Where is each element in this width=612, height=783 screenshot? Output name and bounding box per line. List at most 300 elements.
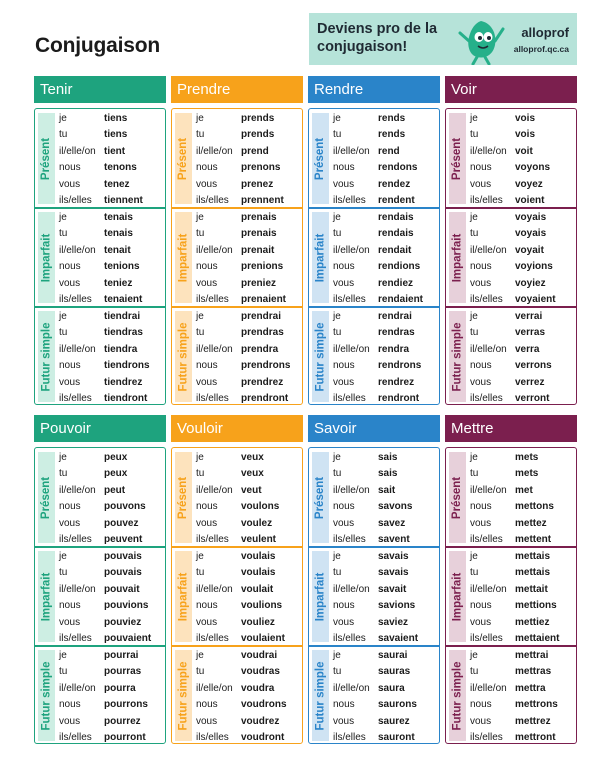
verb-form: rend [378, 145, 400, 157]
conjugation-row [470, 226, 574, 242]
verb-form: tiens [104, 129, 128, 141]
conjugation-row [59, 466, 163, 482]
verb-form: voudront [241, 731, 285, 743]
conjugation-row [196, 177, 300, 193]
pronoun: ils/elles [196, 632, 229, 644]
pronoun: nous [59, 699, 81, 711]
conjugation-row [333, 210, 437, 226]
verb-form: rendrez [378, 376, 415, 388]
pronoun: ils/elles [59, 533, 92, 545]
tense-label [38, 113, 55, 204]
verb-form: veulent [241, 533, 277, 545]
pronoun: il/elle/on [333, 682, 370, 694]
verb-form: savais [378, 551, 409, 562]
mascot-icon [457, 15, 505, 65]
verb-form: peux [104, 452, 128, 463]
tense-divider [446, 546, 576, 548]
conjugation-row [333, 325, 437, 341]
conjugation-row [333, 697, 437, 713]
pronoun: nous [59, 261, 81, 273]
verb-form: saurons [378, 699, 417, 711]
verb-title: Voir [445, 76, 577, 103]
verb-title: Prendre [171, 76, 303, 103]
pronoun: il/elle/on [470, 343, 507, 355]
conjugation-row [59, 664, 163, 680]
tense-label [175, 551, 192, 642]
conjugation-row [470, 127, 574, 143]
verb-card-prendre [171, 76, 303, 405]
pronoun: nous [333, 699, 355, 711]
verb-form: prenais [241, 212, 277, 223]
tense-divider [446, 207, 576, 209]
pronoun: il/elle/on [196, 682, 233, 694]
tense-block [446, 307, 576, 406]
pronoun: nous [333, 162, 355, 174]
conjugation-row [470, 160, 574, 176]
verb-form: pourrons [104, 699, 148, 711]
verb-form: rendais [378, 228, 414, 240]
pronoun: nous [196, 360, 218, 372]
pronoun: je [196, 650, 204, 661]
pronoun: tu [196, 327, 205, 339]
conjugation-row [470, 276, 574, 292]
pronoun: ils/elles [333, 533, 366, 545]
tense-divider [172, 207, 302, 209]
verb-form: prendrons [241, 360, 291, 372]
tense-label-text: Imparfait [40, 572, 53, 621]
tense-label [38, 452, 55, 543]
pronoun: ils/elles [59, 194, 92, 206]
tense-label-text: Imparfait [177, 233, 190, 282]
conjugation-row [333, 309, 437, 325]
verb-form: vouliez [241, 616, 275, 628]
conjugation-row [470, 582, 574, 598]
verb-form: tiendront [104, 392, 148, 404]
tense-block [35, 646, 165, 745]
verb-form: mettras [515, 666, 552, 678]
verb-form: pouvait [104, 583, 140, 595]
conjugation-row [196, 111, 300, 127]
verb-form: prendront [241, 392, 289, 404]
verb-form: pouvez [104, 517, 139, 529]
verb-form: prends [241, 129, 275, 141]
conjugation-row [196, 730, 300, 746]
verb-form: prendra [241, 343, 279, 355]
conjugation-row [470, 358, 574, 374]
pronoun: je [470, 311, 478, 322]
tense-label [175, 311, 192, 402]
tense-label [175, 113, 192, 204]
verb-form: rendrai [378, 311, 412, 322]
tense-label-text: Présent [314, 137, 327, 180]
conjugation-row [59, 276, 163, 292]
tense-label-text: Imparfait [177, 572, 190, 621]
verb-form: rendions [378, 261, 421, 273]
pronoun: tu [470, 666, 479, 678]
verb-form: voulez [241, 517, 273, 529]
tense-label-text: Présent [314, 476, 327, 519]
conjugation-row [333, 565, 437, 581]
tense-label [312, 212, 329, 303]
conjugation-row [333, 243, 437, 259]
tense-block [35, 307, 165, 406]
tense-label-text: Futur simple [40, 660, 53, 731]
verb-form: pourra [104, 682, 136, 694]
conjugation-row [59, 111, 163, 127]
verb-form: savent [378, 533, 410, 545]
verb-form: prenaient [241, 293, 287, 305]
verb-form: voudrai [241, 650, 278, 661]
conjugation-row [470, 730, 574, 746]
pronoun: il/elle/on [470, 244, 507, 256]
conjugation-row [59, 325, 163, 341]
pronoun: ils/elles [59, 632, 92, 644]
conjugation-row [196, 549, 300, 565]
conjugation-row [59, 499, 163, 515]
conjugation-row [470, 697, 574, 713]
pronoun: ils/elles [470, 533, 503, 545]
verb-form: tenaient [104, 293, 143, 305]
pronoun: il/elle/on [333, 583, 370, 595]
verb-table [171, 447, 303, 744]
tense-block [309, 646, 439, 745]
verb-form: voyons [515, 162, 551, 174]
conjugation-row [333, 648, 437, 664]
verb-card-mettre [445, 415, 577, 744]
verb-table [445, 108, 577, 405]
tense-divider [309, 207, 439, 209]
pronoun: nous [196, 699, 218, 711]
verb-form: rends [378, 113, 406, 124]
tense-label-text: Imparfait [451, 233, 464, 282]
pronoun: tu [333, 567, 342, 579]
pronoun: je [59, 452, 67, 463]
verb-form: tiendrez [104, 376, 143, 388]
tense-label [449, 650, 466, 741]
conjugation-row [333, 391, 437, 407]
pronoun: vous [470, 715, 492, 727]
pronoun: ils/elles [333, 194, 366, 206]
verb-form: veut [241, 484, 262, 496]
verb-form: rendaient [378, 293, 424, 305]
verb-table [34, 447, 166, 744]
conjugation-row [196, 516, 300, 532]
tense-label-text: Futur simple [451, 660, 464, 731]
pronoun: tu [470, 327, 479, 339]
verb-form: vois [515, 113, 536, 124]
pronoun: ils/elles [196, 533, 229, 545]
verb-form: rendait [378, 244, 412, 256]
verb-form: voulait [241, 583, 274, 595]
conjugation-row [470, 259, 574, 275]
pronoun: tu [59, 567, 68, 579]
conjugation-row [470, 648, 574, 664]
verb-form: prenons [241, 162, 281, 174]
pronoun: tu [59, 228, 68, 240]
pronoun: je [59, 551, 67, 562]
tense-divider [172, 645, 302, 647]
tense-divider [35, 306, 165, 308]
conjugation-row [196, 259, 300, 275]
verb-form: tiendra [104, 343, 138, 355]
conjugation-row [59, 243, 163, 259]
pronoun: vous [59, 715, 81, 727]
conjugation-row [333, 111, 437, 127]
tense-label [312, 650, 329, 741]
pronoun: ils/elles [59, 293, 92, 305]
pronoun: ils/elles [333, 632, 366, 644]
verb-form: saurez [378, 715, 410, 727]
pronoun: je [470, 551, 478, 562]
verb-form: voulons [241, 501, 280, 513]
pronoun: tu [196, 468, 205, 480]
verb-form: voyiez [515, 277, 546, 289]
conjugation-row [470, 243, 574, 259]
conjugation-row [59, 127, 163, 143]
tense-label-text: Futur simple [177, 321, 190, 392]
conjugation-row [470, 664, 574, 680]
verb-form: peuvent [104, 533, 143, 545]
pronoun: ils/elles [333, 392, 366, 404]
conjugation-row [333, 375, 437, 391]
conjugation-row [470, 144, 574, 160]
conjugation-row [59, 730, 163, 746]
tense-label [38, 212, 55, 303]
verb-form: savaient [378, 632, 419, 644]
verb-form: verras [515, 327, 546, 339]
pronoun: vous [59, 517, 81, 529]
conjugation-row [59, 681, 163, 697]
pronoun: tu [196, 129, 205, 141]
pronoun: ils/elles [470, 293, 503, 305]
pronoun: vous [333, 277, 355, 289]
tense-block [172, 547, 302, 646]
conjugation-row [470, 177, 574, 193]
tense-label [312, 452, 329, 543]
verb-form: mettiez [515, 616, 550, 628]
tense-block [309, 109, 439, 208]
conjugation-row [59, 259, 163, 275]
verb-form: mettent [515, 533, 552, 545]
verb-card-vouloir [171, 415, 303, 744]
verb-form: verrez [515, 376, 545, 388]
verb-form: mettrez [515, 715, 551, 727]
conjugation-row [196, 160, 300, 176]
conjugation-row [196, 342, 300, 358]
verb-form: rendais [378, 212, 414, 223]
tense-block [35, 448, 165, 547]
tense-label-text: Présent [40, 137, 53, 180]
tense-label-text: Imparfait [451, 572, 464, 621]
pronoun: tu [59, 666, 68, 678]
verb-form: voudrons [241, 699, 287, 711]
pronoun: il/elle/on [59, 343, 96, 355]
pronoun: tu [59, 129, 68, 141]
conjugation-row [196, 648, 300, 664]
conjugation-row [59, 615, 163, 631]
conjugation-row [196, 144, 300, 160]
verb-form: mettons [515, 501, 554, 513]
conjugation-row [59, 714, 163, 730]
pronoun: vous [333, 376, 355, 388]
pronoun: il/elle/on [333, 145, 370, 157]
pronoun: je [333, 452, 341, 463]
pronoun: vous [196, 178, 218, 190]
pronoun: il/elle/on [59, 484, 96, 496]
verb-form: pouvons [104, 501, 146, 513]
pronoun: tu [470, 567, 479, 579]
verb-form: savons [378, 501, 413, 513]
verb-form: veux [241, 452, 264, 463]
verb-form: tient [104, 145, 126, 157]
conjugation-row [333, 177, 437, 193]
conjugation-row [196, 210, 300, 226]
tense-label [449, 113, 466, 204]
verb-form: voyais [515, 228, 547, 240]
verb-form: verront [515, 392, 550, 404]
pronoun: nous [470, 162, 492, 174]
tense-label [175, 650, 192, 741]
conjugation-row [196, 681, 300, 697]
tense-label-text: Présent [177, 476, 190, 519]
conjugation-row [470, 483, 574, 499]
tense-label-text: Présent [40, 476, 53, 519]
conjugation-row [333, 598, 437, 614]
verb-form: mettront [515, 731, 556, 743]
tense-label [38, 551, 55, 642]
tense-block [309, 307, 439, 406]
conjugation-row [196, 276, 300, 292]
verb-form: saviez [378, 616, 409, 628]
verb-form: pouvais [104, 567, 142, 579]
verb-form: prendras [241, 327, 284, 339]
tense-divider [172, 546, 302, 548]
verb-form: voulions [241, 600, 283, 612]
verb-form: pourrai [104, 650, 139, 661]
pronoun: tu [196, 567, 205, 579]
conjugation-row [59, 210, 163, 226]
verb-form: tiendrai [104, 311, 141, 322]
verb-form: prend [241, 145, 269, 157]
verb-form: voyait [515, 244, 544, 256]
conjugation-row [196, 450, 300, 466]
pronoun: nous [196, 162, 218, 174]
verb-form: pouvais [104, 551, 142, 562]
verb-form: voudras [241, 666, 280, 678]
tense-label-text: Imparfait [314, 572, 327, 621]
promo-banner[interactable] [309, 13, 577, 65]
conjugation-row [59, 177, 163, 193]
conjugation-row [59, 375, 163, 391]
tense-block [35, 109, 165, 208]
pronoun: ils/elles [59, 731, 92, 743]
tense-block [35, 208, 165, 307]
verb-form: saurai [378, 650, 408, 661]
conjugation-row [196, 664, 300, 680]
pronoun: vous [470, 517, 492, 529]
verb-form: sauras [378, 666, 411, 678]
verb-form: mettrons [515, 699, 558, 711]
verb-form: sauront [378, 731, 415, 743]
pronoun: tu [333, 327, 342, 339]
tense-block [172, 307, 302, 406]
verb-form: voulais [241, 567, 276, 579]
verb-form: tenais [104, 228, 133, 240]
conjugation-row [470, 615, 574, 631]
tense-label [175, 212, 192, 303]
verb-form: voyions [515, 261, 553, 273]
verb-form: verrai [515, 311, 543, 322]
verb-form: pourrez [104, 715, 141, 727]
conjugation-row [333, 450, 437, 466]
verb-form: voudrez [241, 715, 280, 727]
pronoun: nous [196, 501, 218, 513]
pronoun: nous [59, 162, 81, 174]
pronoun: je [470, 212, 478, 223]
verb-table [308, 447, 440, 744]
tense-block [446, 547, 576, 646]
pronoun: je [196, 311, 204, 322]
conjugation-row [333, 358, 437, 374]
verb-title: Pouvoir [34, 415, 166, 442]
conjugation-row [470, 681, 574, 697]
pronoun: tu [470, 129, 479, 141]
pronoun: je [59, 311, 67, 322]
pronoun: tu [333, 228, 342, 240]
verb-form: voyais [515, 212, 547, 223]
conjugation-row [333, 160, 437, 176]
verb-form: mettaient [515, 632, 560, 644]
verb-form: mettais [515, 567, 551, 579]
tense-divider [446, 306, 576, 308]
conjugation-row [470, 210, 574, 226]
conjugation-row [470, 549, 574, 565]
tense-block [309, 448, 439, 547]
verb-form: mettez [515, 517, 547, 529]
verb-form: sais [378, 452, 398, 463]
pronoun: il/elle/on [333, 484, 370, 496]
conjugation-row [333, 483, 437, 499]
verb-form: mettais [515, 551, 551, 562]
tense-label [175, 452, 192, 543]
pronoun: je [333, 212, 341, 223]
verb-table [34, 108, 166, 405]
pronoun: nous [333, 600, 355, 612]
pronoun: je [333, 551, 341, 562]
conjugation-row [470, 342, 574, 358]
conjugation-row [196, 598, 300, 614]
conjugation-row [59, 598, 163, 614]
conjugation-row [59, 391, 163, 407]
tense-label [312, 113, 329, 204]
pronoun: nous [59, 600, 81, 612]
conjugation-row [196, 582, 300, 598]
pronoun: vous [470, 277, 492, 289]
conjugation-row [333, 226, 437, 242]
conjugation-row [196, 615, 300, 631]
conjugation-row [333, 730, 437, 746]
tense-divider [309, 306, 439, 308]
pronoun: nous [333, 501, 355, 513]
verb-form: saura [378, 682, 405, 694]
verb-form: rendrons [378, 360, 422, 372]
verb-form: rendront [378, 392, 420, 404]
conjugation-row [196, 309, 300, 325]
verb-form: prennent [241, 194, 284, 206]
alloprof-logo: alloprof [521, 25, 569, 40]
tense-label-text: Futur simple [451, 321, 464, 392]
tense-block [35, 547, 165, 646]
